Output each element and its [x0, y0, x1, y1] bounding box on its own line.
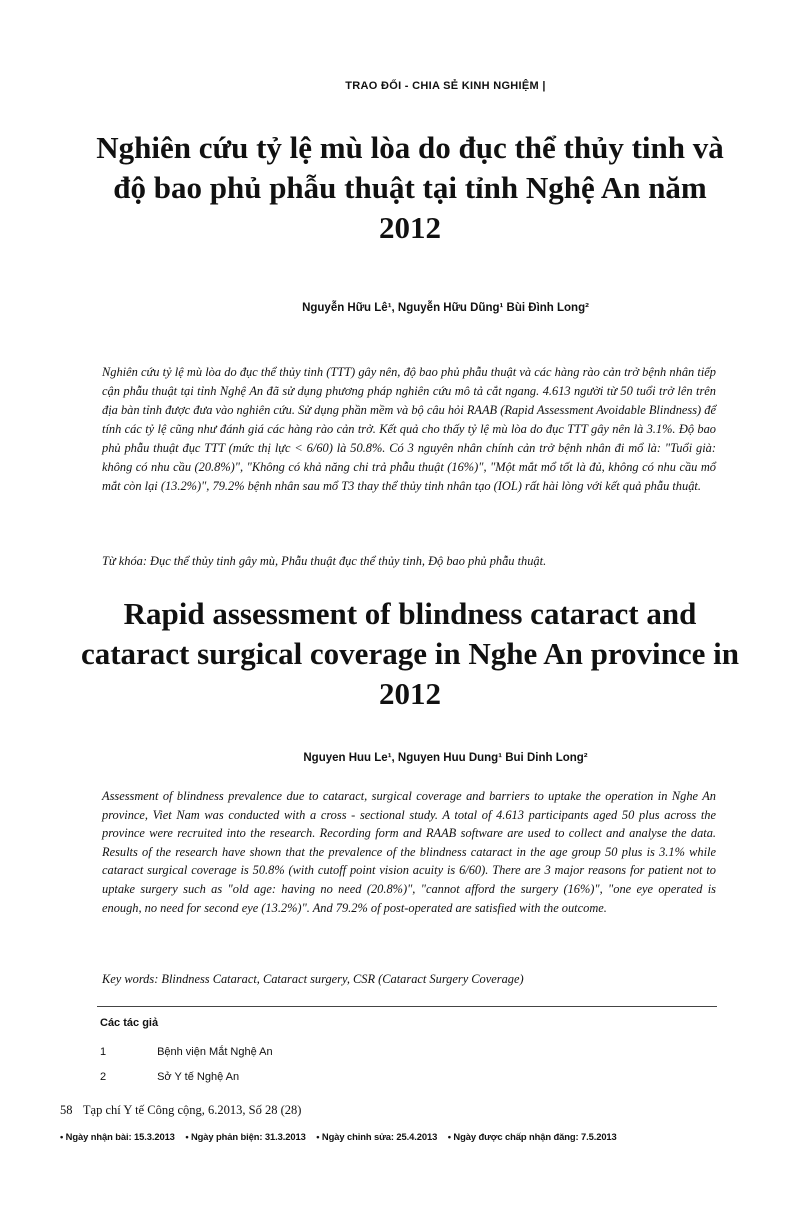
affiliation-text: Bệnh viện Mắt Nghệ An — [157, 1046, 273, 1058]
article-title-vietnamese: Nghiên cứu tỷ lệ mù lòa do đục thể thủy tinh và độ bao phủ phẫu thuật tại tỉnh Nghệ An năm 2012 — [96, 130, 724, 245]
abstract-english: Assessment of blindness prevalence due to cataract, surgical coverage and barriers to uptake the operation in Nghe An province, Viet Nam was conducted with a cross - sectional study. A total of 4.613 participants aged 50 plus across the province were recruited into the research. Recording form and RAAB software are used to collect and analyse the data. Results of the research have shown that the prevalence of the blindness cataract in the age group 50 plus is 3.1% while cataract surgical coverage is 50.8% (with cutoff point vision acuity is 6/60). There are 3 major reasons for patient not to uptake surgery such as "old age: having no need (20.8%)", "cannot afford the surgery (16%)", "one eye operated is enough, no need for second eye (13.2%)". And 79.2% of post-operated are satisfied with the outcome. — [102, 789, 716, 915]
affiliation-number: 2 — [100, 1071, 107, 1083]
journal-citation: Tạp chí Y tế Công cộng, 6.2013, Số 28 (28) — [82, 1103, 302, 1117]
article-title-english: Rapid assessment of blindness cataract and cataract surgical coverage in Nghe An province in 2012 — [80, 596, 740, 711]
authors-vietnamese: Nguyễn Hữu Lê¹, Nguyễn Hữu Dũng¹ Bùi Đình Long² — [302, 302, 589, 314]
date-reviewed: • Ngày phản biện: 31.3.2013 — [185, 1131, 306, 1142]
keywords-vietnamese: Từ khóa: Đục thể thủy tinh gây mù, Phẫu thuật đục thể thủy tinh, Độ bao phủ phẫu thuật. — [102, 554, 547, 568]
journal-footer — [60, 1103, 301, 1118]
page-number: 58 — [60, 1103, 73, 1117]
affiliation-text: Sở Y tế Nghệ An — [157, 1071, 240, 1083]
affiliations-title: Các tác giả — [100, 1017, 159, 1029]
affiliation-divider — [97, 1006, 717, 1007]
authors-english: Nguyen Huu Le¹, Nguyen Huu Dung¹ Bui Dinh Long² — [303, 752, 588, 764]
section-header: TRAO ĐỔI - CHIA SẺ KINH NGHIỆM | — [345, 80, 546, 92]
affiliation-item — [100, 1071, 239, 1083]
affiliation-item — [100, 1046, 273, 1058]
date-accepted: • Ngày được chấp nhận đăng: 7.5.2013 — [447, 1131, 617, 1142]
submission-dates — [60, 1131, 740, 1142]
abstract-vietnamese: Nghiên cứu tỷ lệ mù lòa do đục thể thủy tinh (TTT) gây nên, độ bao phủ phẫu thuật và các hàng rào cản trở bệnh nhân tiếp cận phẫu thuật tại tỉnh Nghệ An đã sử dụng phương pháp nghiên cứu mô tả cắt ngang. 4.613 người từ 50 tuổi trở lên trên địa bàn tỉnh được đưa vào nghiên cứu. Sử dụng phần mềm và bộ câu hỏi RAAB (Rapid Assessment Avoidable Blindness) để tính các tỷ lệ cũng như đánh giá các hàng rào cản trở. Kết quả cho thấy tỷ lệ mù lòa do đục TTT gây nên là 3.1%. Độ bao phủ phẫu thuật đục TTT (mức thị lực < 6/60) là 50.8%. Có 3 nguyên nhân chính cản trở bệnh nhân đi mổ là: "Tuổi già: không có nhu cầu (20.8%)", "Không có khả năng chi trả phẫu thuật (16%)", "Một mắt mổ tốt là đủ, không có nhu cầu mổ mắt còn lại (13.2%)", 79.2% bệnh nhân sau mổ T3 thay thể thủy tinh nhân tạo (IOL) rất hài lòng với kết quả phẫu thuật. — [102, 365, 716, 493]
keywords-english: Key words: Blindness Cataract, Cataract surgery, CSR (Cataract Surgery Coverage) — [102, 972, 524, 986]
date-received: • Ngày nhận bài: 15.3.2013 — [60, 1131, 175, 1142]
affiliation-number: 1 — [100, 1046, 107, 1058]
date-revised: • Ngày chỉnh sửa: 25.4.2013 — [316, 1131, 438, 1142]
